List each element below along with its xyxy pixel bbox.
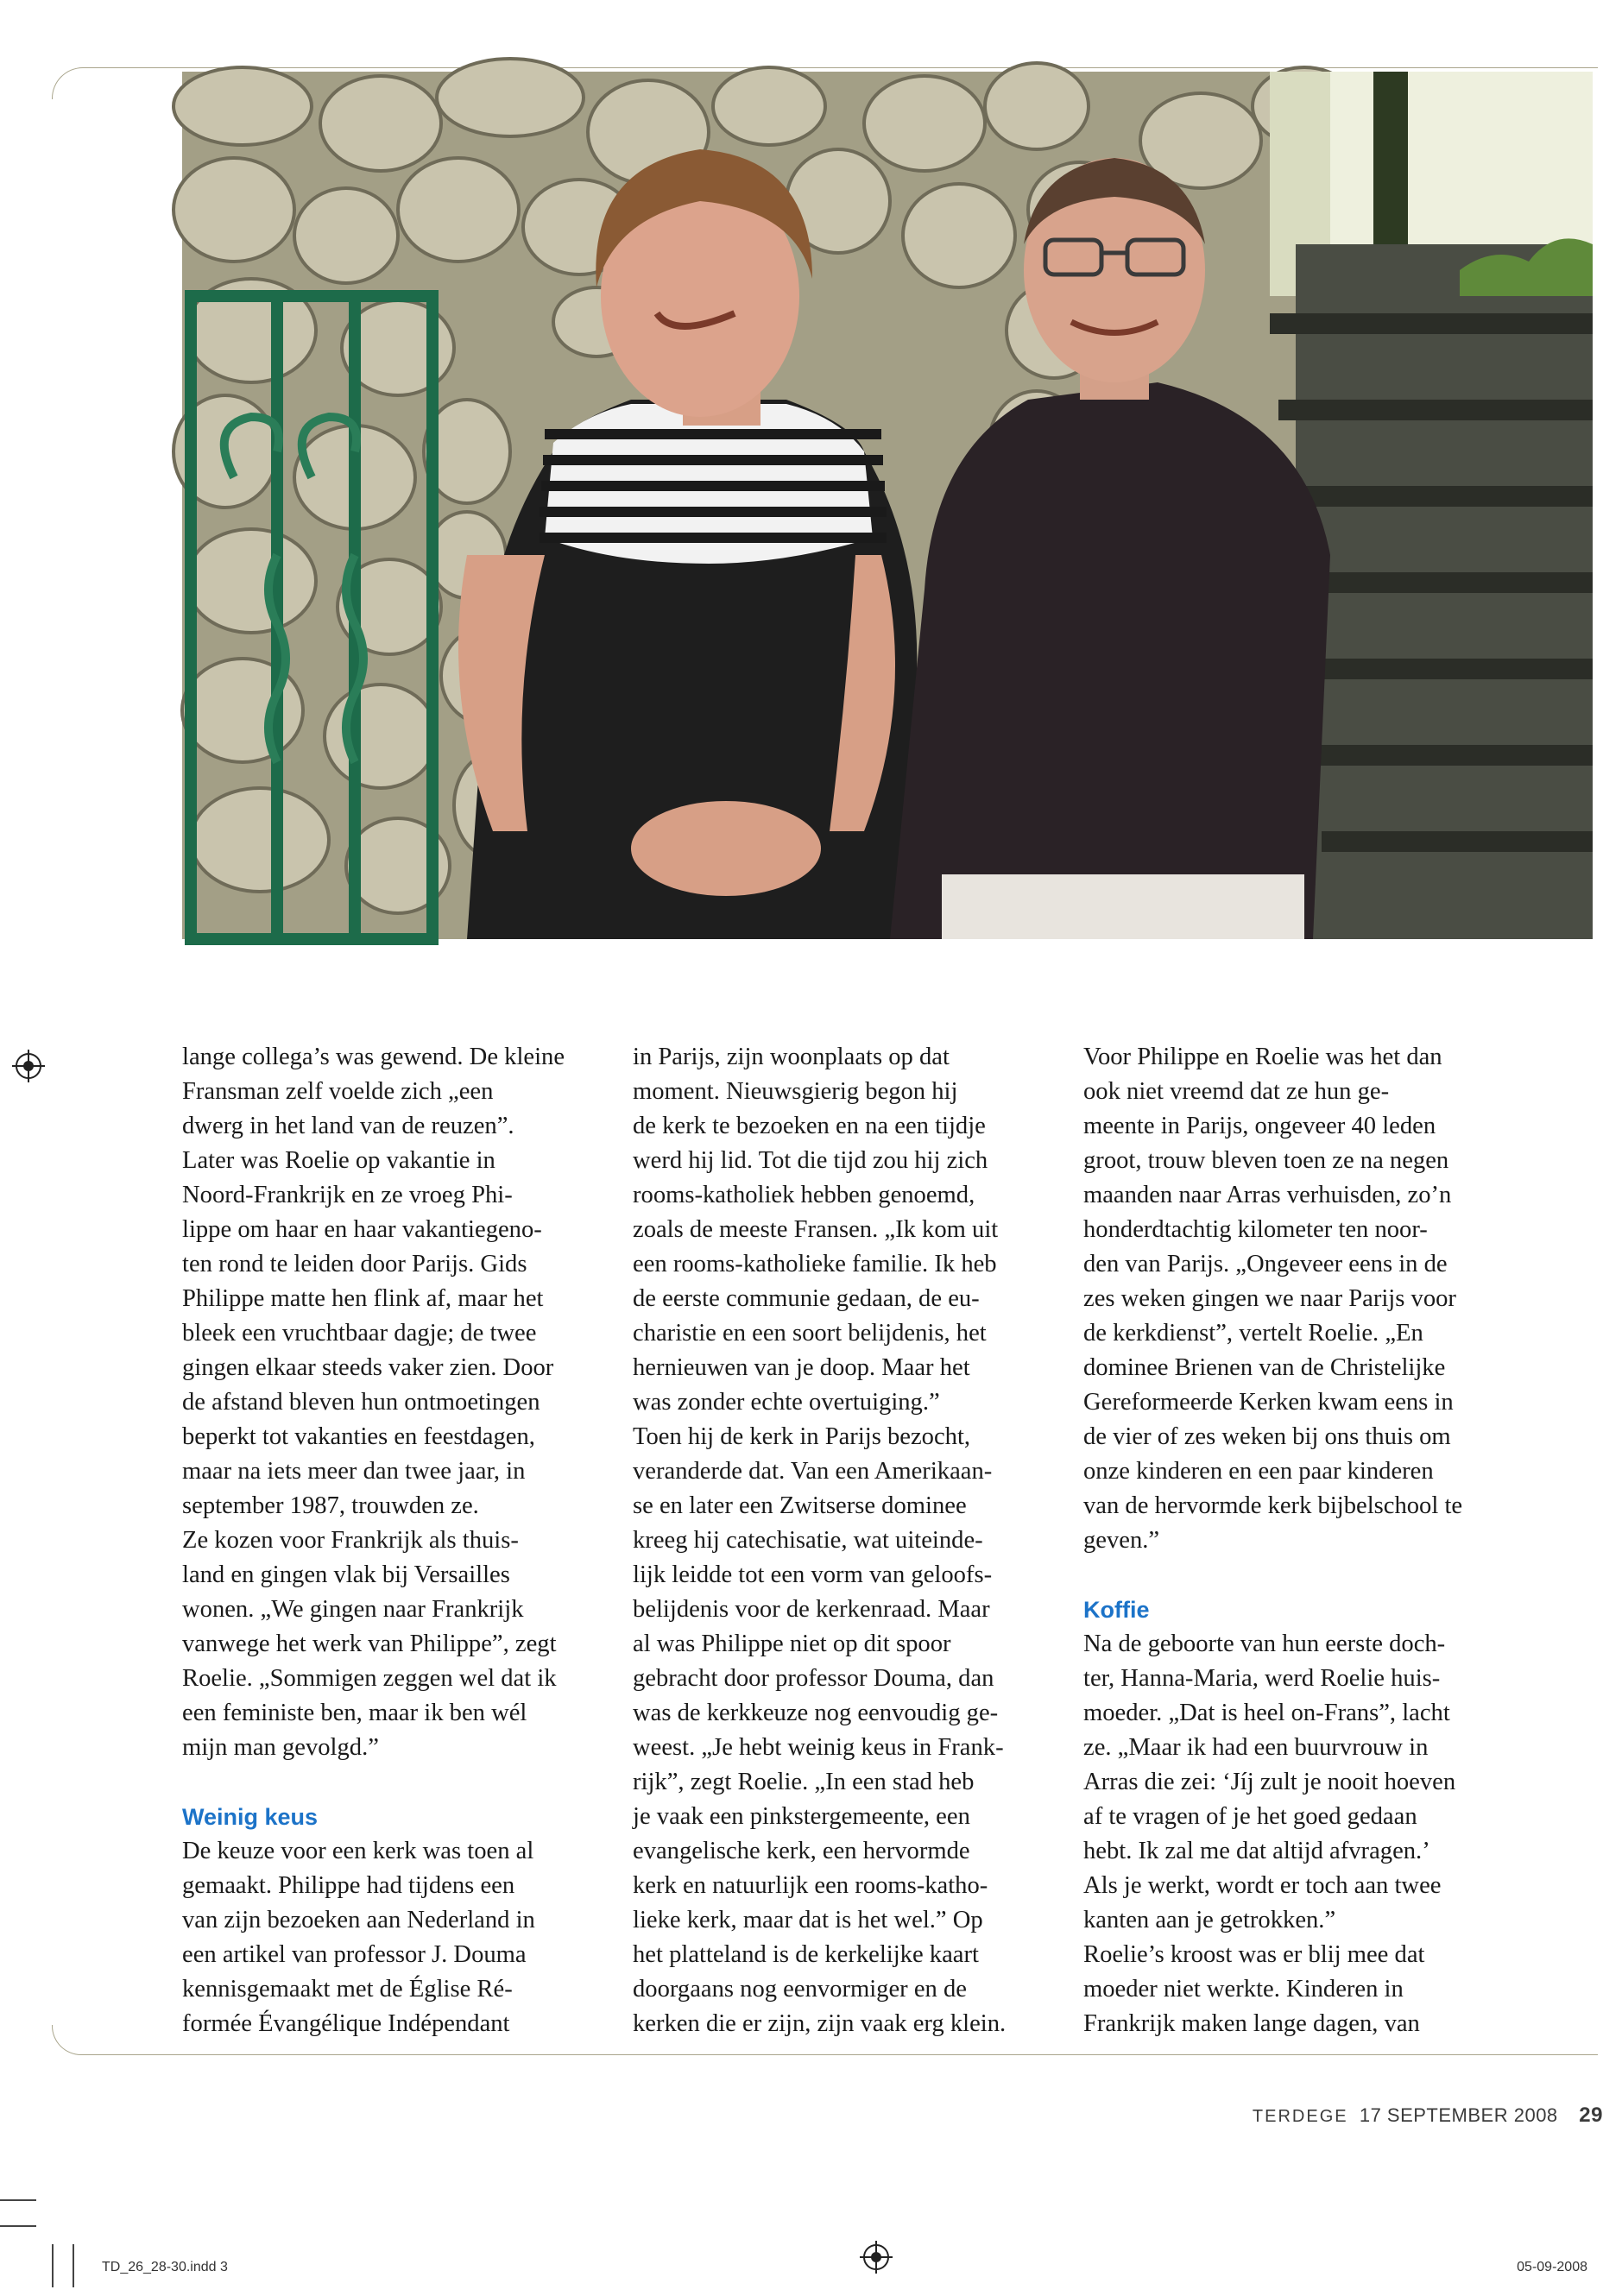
- body-line: rooms-katholiek hebben genoemd,: [633, 1182, 975, 1208]
- body-line: zoals de meeste Fransen. „Ik kom uit: [633, 1216, 999, 1243]
- body-line: gebracht door professor Douma, dan: [633, 1665, 994, 1692]
- body-line: de kerk te bezoeken en na een tijdje: [633, 1113, 986, 1139]
- body-line: kreeg hij catechisatie, wat uiteinde-: [633, 1527, 983, 1554]
- body-line: Roelie. „Sommigen zeggen wel dat ik: [182, 1665, 557, 1692]
- body-line: het platteland is de kerkelijke kaart: [633, 1941, 979, 1968]
- body-line: doorgaans nog eenvormiger en de: [633, 1976, 967, 2003]
- body-line: maar na iets meer dan twee jaar, in: [182, 1458, 526, 1485]
- body-line: de kerkdienst”, vertelt Roelie. „En: [1083, 1320, 1423, 1347]
- body-line: de eerste communie gedaan, de eu-: [633, 1285, 980, 1312]
- body-line: moeder niet werkte. Kinderen in: [1083, 1976, 1404, 2003]
- body-line: ten rond te leiden door Parijs. Gids: [182, 1251, 527, 1277]
- body-line: Ze kozen voor Frankrijk als thuis-: [182, 1527, 519, 1554]
- body-line: Philippe matte hen flink af, maar het: [182, 1285, 544, 1312]
- article-column-1: [182, 1040, 614, 2041]
- body-line: een rooms-katholieke familie. Ik heb: [633, 1251, 997, 1277]
- body-line: Later was Roelie op vakantie in: [182, 1147, 495, 1174]
- article-column-3: [1083, 1040, 1515, 2041]
- body-line: vanwege het werk van Philippe”, zegt: [182, 1631, 557, 1657]
- crop-mark: [0, 2225, 36, 2227]
- body-line: in Parijs, zijn woonplaats op dat: [633, 1044, 950, 1070]
- body-line: Noord-Frankrijk en ze vroeg Phi-: [182, 1182, 513, 1208]
- registration-mark-icon: [863, 2244, 889, 2270]
- body-line: een artikel van professor J. Douma: [182, 1941, 527, 1968]
- body-line: Arras die zei: ‘Jíj zult je nooit hoeven: [1083, 1769, 1456, 1795]
- body-line: rijk”, zegt Roelie. „In een stad heb: [633, 1769, 975, 1795]
- slug-filename: TD_26_28-30.indd 3: [102, 2260, 228, 2274]
- body-line: De keuze voor een kerk was toen al: [182, 1838, 534, 1864]
- body-line: weest. „Je hebt weinig keus in Frank-: [633, 1734, 1004, 1761]
- registration-mark-icon: [16, 1053, 41, 1079]
- body-line: wonen. „We gingen naar Frankrijk: [182, 1596, 524, 1623]
- body-line: kerken die er zijn, zijn vaak erg klein.: [633, 2010, 1007, 2037]
- article-column-2: [633, 1040, 1064, 2041]
- body-line: kanten aan je getrokken.”: [1083, 1907, 1336, 1933]
- body-line: je vaak een pinkstergemeente, een: [633, 1803, 970, 1830]
- body-line: Gereformeerde Kerken kwam eens in: [1083, 1389, 1454, 1416]
- body-line: gemaakt. Philippe had tijdens een: [182, 1872, 515, 1899]
- body-line: lange collega’s was gewend. De kleine: [182, 1044, 565, 1070]
- body-line: maanden naar Arras verhuisden, zo’n: [1083, 1182, 1452, 1208]
- slug-date: 05-09-2008: [1517, 2260, 1587, 2274]
- body-line: Toen hij de kerk in Parijs bezocht,: [633, 1423, 971, 1450]
- body-line: gingen elkaar steeds vaker zien. Door: [182, 1354, 554, 1381]
- photo-couple-at-gate: [182, 72, 1593, 939]
- body-line: Na de geboorte van hun eerste doch-: [1083, 1631, 1446, 1657]
- page-footer: [1253, 2104, 1603, 2128]
- body-line: kennisgemaakt met de Église Ré-: [182, 1976, 513, 2003]
- body-line: van zijn bezoeken aan Nederland in: [182, 1907, 535, 1933]
- body-line: meente in Parijs, ongeveer 40 leden: [1083, 1113, 1436, 1139]
- body-line: se en later een Zwitserse dominee: [633, 1492, 967, 1519]
- body-line: ook niet vreemd dat ze hun ge-: [1083, 1078, 1390, 1105]
- body-line: land en gingen vlak bij Versailles: [182, 1561, 510, 1588]
- body-line: Voor Philippe en Roelie was het dan: [1083, 1044, 1442, 1070]
- body-line: ter, Hanna-Maria, werd Roelie huis-: [1083, 1665, 1441, 1692]
- body-line: dominee Brienen van de Christelijke: [1083, 1354, 1446, 1381]
- magazine-name: TERDEGE: [1252, 2107, 1348, 2126]
- body-line: van de hervormde kerk bijbelschool te: [1083, 1492, 1463, 1519]
- body-line: beperkt tot vakanties en feestdagen,: [182, 1423, 535, 1450]
- body-line: zes weken gingen we naar Parijs voor: [1083, 1285, 1456, 1312]
- body-line: evangelische kerk, een hervormde: [633, 1838, 970, 1864]
- body-line: lieke kerk, maar dat is het wel.” Op: [633, 1907, 983, 1933]
- body-line: was de kerkkeuze nog eenvoudig ge-: [633, 1700, 999, 1726]
- body-line: moment. Nieuwsgierig begon hij: [633, 1078, 958, 1105]
- crop-mark: [52, 2244, 54, 2287]
- body-line: al was Philippe niet op dit spoor: [633, 1631, 951, 1657]
- page-number: 29: [1579, 2104, 1603, 2127]
- body-line: geven.”: [1083, 1527, 1160, 1554]
- body-line: Fransman zelf voelde zich „een: [182, 1078, 494, 1105]
- body-line: honderdtachtig kilometer ten noor-: [1083, 1216, 1428, 1243]
- crop-mark: [73, 2244, 74, 2287]
- body-line: onze kinderen en een paar kinderen: [1083, 1458, 1434, 1485]
- body-line: belijdenis voor de kerkenraad. Maar: [633, 1596, 990, 1623]
- body-line: Als je werkt, wordt er toch aan twee: [1083, 1872, 1442, 1899]
- subhead-koffie: Koffie: [1083, 1597, 1150, 1623]
- body-line: hernieuwen van je doop. Maar het: [633, 1354, 970, 1381]
- body-line: kerk en natuurlijk een rooms-katho-: [633, 1872, 988, 1899]
- subhead-weinig-keus: Weinig keus: [182, 1804, 319, 1830]
- body-line: hebt. Ik zal me dat altijd afvragen.’: [1083, 1838, 1430, 1864]
- body-line: Roelie’s kroost was er blij mee dat: [1083, 1941, 1425, 1968]
- crop-mark: [0, 2199, 36, 2201]
- body-line: af te vragen of je het goed gedaan: [1083, 1803, 1417, 1830]
- issue-date: 17 SEPTEMBER 2008: [1359, 2104, 1558, 2126]
- body-line: lijk leidde tot een vorm van geloofs-: [633, 1561, 993, 1588]
- body-line: formée Évangélique Indépendant: [182, 2010, 510, 2037]
- body-line: moeder. „Dat is heel on-Frans”, lacht: [1083, 1700, 1450, 1726]
- body-line: ze. „Maar ik had een buurvrouw in: [1083, 1734, 1429, 1761]
- bottom-frame-rule: [52, 2025, 1598, 2055]
- body-line: september 1987, trouwden ze.: [182, 1492, 479, 1519]
- body-line: mijn man gevolgd.”: [182, 1734, 379, 1761]
- body-line: groot, trouw bleven toen ze na negen: [1083, 1147, 1449, 1174]
- body-line: werd hij lid. Tot die tijd zou hij zich: [633, 1147, 988, 1174]
- body-line: Frankrijk maken lange dagen, van: [1083, 2010, 1420, 2037]
- body-line: den van Parijs. „Ongeveer eens in de: [1083, 1251, 1448, 1277]
- body-line: bleek een vruchtbaar dagje; de twee: [182, 1320, 537, 1347]
- body-line: charistie en een soort belijdenis, het: [633, 1320, 987, 1347]
- body-line: dwerg in het land van de reuzen”.: [182, 1113, 514, 1139]
- body-line: veranderde dat. Van een Amerikaan-: [633, 1458, 993, 1485]
- body-line: was zonder echte overtuiging.”: [633, 1389, 940, 1416]
- body-line: lippe om haar en haar vakantiegeno-: [182, 1216, 542, 1243]
- body-line: een feministe ben, maar ik ben wél: [182, 1700, 527, 1726]
- body-line: de afstand bleven hun ontmoetingen: [182, 1389, 540, 1416]
- body-line: de vier of zes weken bij ons thuis om: [1083, 1423, 1451, 1450]
